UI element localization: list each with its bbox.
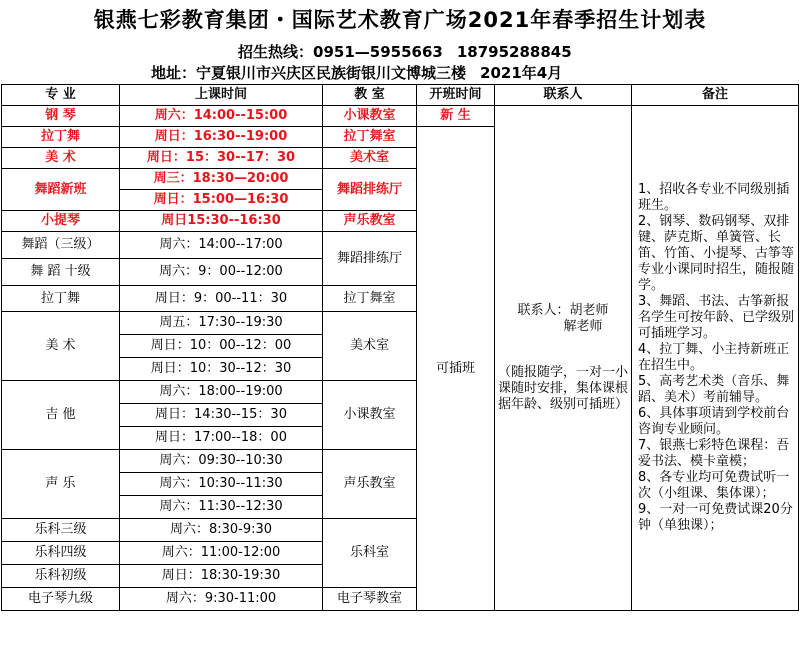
address-label: 地址：宁夏银川市兴庆区民族街银川文博城三楼: [151, 64, 467, 82]
time-cell: 周六：9:30-11:00: [120, 588, 323, 611]
time-cell: 周六：09:30--10:30: [120, 450, 323, 473]
contact-note: （随报随学，一对一小课随时安排，集体课根据年龄、级别可插班）: [497, 365, 628, 412]
major-cell: 乐科四级: [2, 542, 120, 565]
room-cell: 声乐教室: [323, 211, 417, 232]
note-item: 4、拉丁舞、小主持新班正在招生中。: [638, 342, 790, 373]
major-cell: 声 乐: [2, 450, 120, 519]
major-cell: 美 术: [2, 312, 120, 381]
table-row: [2, 106, 799, 127]
major-cell: 钢 琴: [2, 106, 120, 127]
time-cell: 周六：18:00--19:00: [120, 381, 323, 404]
time-cell: 周日：17:00--18：00: [120, 427, 323, 450]
header-open: 开班时间: [417, 85, 495, 106]
time-cell: 周三：18:30—20:00: [120, 169, 323, 190]
notes-cell: [632, 106, 799, 611]
hotline-phone-1: 0951—5955663: [313, 43, 443, 61]
time-cell: 周六：11:00-12:00: [120, 542, 323, 565]
open-anytime-cell: 可插班: [417, 127, 495, 611]
note-item: 1、招收各专业不同级别插班生。: [638, 182, 790, 213]
major-cell: 乐科三级: [2, 519, 120, 542]
publish-date: 2021年4月: [480, 64, 563, 82]
note-item: 5、高考艺术类（音乐、舞蹈、美术）考前辅导。: [638, 374, 790, 405]
room-cell: 拉丁舞室: [323, 127, 417, 148]
room-cell: 电子琴教室: [323, 588, 417, 611]
header-major: 专 业: [2, 85, 120, 106]
note-item: 6、具体事项请到学校前台咨询专业顾问。: [638, 406, 790, 437]
time-cell: 周日：16:30--19:00: [120, 127, 323, 148]
major-cell: 舞 蹈 十级: [2, 259, 120, 286]
major-cell: 乐科初级: [2, 565, 120, 588]
major-cell: 舞蹈新班: [2, 169, 120, 211]
room-cell: 乐科室: [323, 519, 417, 588]
time-cell: 周六：14:00--17:00: [120, 232, 323, 259]
time-cell: 周日：10：30--12：30: [120, 358, 323, 381]
address: [151, 62, 576, 83]
time-cell: 周日：14:30--15：30: [120, 404, 323, 427]
major-cell: 拉丁舞: [2, 286, 120, 312]
major-cell: 舞蹈（三级）: [2, 232, 120, 259]
header-time: 上课时间: [120, 85, 323, 106]
contact-cell: [495, 106, 632, 611]
room-cell: 舞蹈排练厅: [323, 169, 417, 211]
header-contact: 联系人: [495, 85, 632, 106]
time-cell: 周日：9：00--11：30: [120, 286, 323, 312]
major-cell: 美 术: [2, 148, 120, 169]
time-cell: 周六：11:30--12:30: [120, 496, 323, 519]
header-room: 教 室: [323, 85, 417, 106]
contact-line-2: 解老师: [563, 319, 603, 334]
contact-line-1: 联系人：胡老师: [517, 303, 609, 318]
note-item: 9、一对一可免费试课20分钟（单独课）；: [638, 502, 793, 533]
time-cell: 周六：9：00--12:00: [120, 259, 323, 286]
room-cell: 声乐教室: [323, 450, 417, 519]
time-cell: 周日：10：00--12：00: [120, 335, 323, 358]
header-notes: 备注: [632, 85, 799, 106]
open-cell: 新 生: [417, 106, 495, 127]
room-cell: 小课教室: [323, 381, 417, 450]
note-item: 3、舞蹈、书法、古筝新报名学生可按年龄、已学级别可插班学习。: [638, 294, 795, 341]
hotline: [238, 41, 586, 62]
time-cell: 周五：17:30--19:30: [120, 312, 323, 335]
hotline-label: 招生热线：: [238, 43, 314, 61]
time-cell: 周日：18:30-19:30: [120, 565, 323, 588]
room-cell: 拉丁舞室: [323, 286, 417, 312]
schedule-table: [1, 84, 799, 611]
note-item: 2、钢琴、数码钢琴、双排键、萨克斯、单簧管、长笛、竹笛、小提琴、古筝等专业小课同时招生，随报随学。: [638, 214, 795, 293]
hotline-phone-2: 18795288845: [456, 43, 572, 61]
time-cell: 周六：14:00--15:00: [120, 106, 323, 127]
major-cell: 小提琴: [2, 211, 120, 232]
time-cell: 周日15:30--16:30: [120, 211, 323, 232]
time-cell: 周六：10:30--11:30: [120, 473, 323, 496]
time-cell: 周六：8:30-9:30: [120, 519, 323, 542]
time-cell: 周日：15:00—16:30: [120, 190, 323, 211]
room-cell: 舞蹈排练厅: [323, 232, 417, 286]
room-cell: 美术室: [323, 312, 417, 381]
major-cell: 电子琴九级: [2, 588, 120, 611]
major-cell: 拉丁舞: [2, 127, 120, 148]
major-cell: 吉 他: [2, 381, 120, 450]
time-cell: 周日：15：30--17：30: [120, 148, 323, 169]
table-header-row: [2, 85, 799, 106]
room-cell: 美术室: [323, 148, 417, 169]
note-item: 8、各专业均可免费试听一次（小组课、集体课）；: [638, 470, 790, 501]
room-cell: 小课教室: [323, 106, 417, 127]
note-item: 7、银燕七彩特色课程：吾爱书法、模卡童模；: [638, 438, 790, 469]
page-title: 银燕七彩教育集团・国际艺术教育广场2021年春季招生计划表: [93, 8, 707, 32]
